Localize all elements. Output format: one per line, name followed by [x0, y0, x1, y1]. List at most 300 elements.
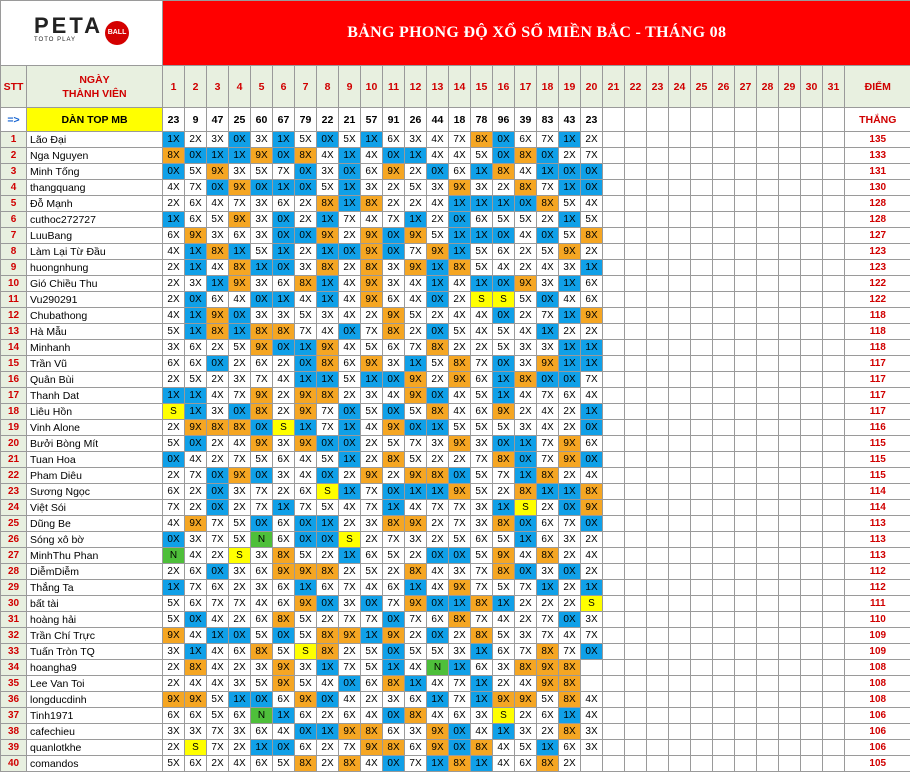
day-result [647, 628, 669, 644]
day-result: S [185, 740, 207, 756]
row-stt: 10 [1, 276, 27, 292]
day-result [691, 612, 713, 628]
day-result: 5X [295, 676, 317, 692]
day-result [647, 132, 669, 148]
header-day: 2 [185, 66, 207, 108]
day-result: 8X [339, 756, 361, 772]
day-result [713, 212, 735, 228]
day-result [713, 356, 735, 372]
member-name: Trần Chí Trực [27, 628, 163, 644]
day-result: 9X [559, 452, 581, 468]
row-stt: 28 [1, 564, 27, 580]
top-mb-row [1, 108, 910, 132]
header-day: 22 [625, 66, 647, 108]
header-stt: STT [1, 66, 27, 108]
day-result: N [251, 708, 273, 724]
day-result: 8X [185, 660, 207, 676]
header-diem: ĐIỂM [845, 66, 910, 108]
day-result [713, 580, 735, 596]
day-result: 2X [207, 452, 229, 468]
day-result: 5X [361, 404, 383, 420]
day-result: 8X [537, 468, 559, 484]
day-result: 6X [185, 596, 207, 612]
day-result [647, 660, 669, 676]
day-result: 0X [515, 452, 537, 468]
day-result: 7X [383, 596, 405, 612]
day-result [691, 292, 713, 308]
day-result [713, 596, 735, 612]
day-result: 5X [339, 132, 361, 148]
day-result: 5X [229, 516, 251, 532]
day-result: 5X [405, 404, 427, 420]
member-points: 118 [845, 308, 910, 324]
day-result: 0X [163, 452, 185, 468]
day-result: 0X [493, 148, 515, 164]
day-result: 9X [559, 436, 581, 452]
member-name: Lee Van Toi [27, 676, 163, 692]
day-result [691, 676, 713, 692]
day-result [823, 484, 845, 500]
day-result: 4X [449, 404, 471, 420]
day-result: 0X [383, 756, 405, 772]
day-result: 1X [493, 500, 515, 516]
day-result [757, 548, 779, 564]
member-points: 114 [845, 500, 910, 516]
day-result [603, 356, 625, 372]
day-result: 7X [471, 580, 493, 596]
day-result: 8X [471, 740, 493, 756]
day-result [823, 500, 845, 516]
day-result [669, 356, 691, 372]
logo-text: PETA [33, 13, 104, 38]
day-result [779, 740, 801, 756]
day-result [757, 324, 779, 340]
member-points: 106 [845, 708, 910, 724]
day-result: 5X [471, 148, 493, 164]
day-result: 4X [493, 756, 515, 772]
day-result: 2X [317, 708, 339, 724]
day-result: 1X [537, 740, 559, 756]
day-result: 9X [449, 372, 471, 388]
day-result: 4X [207, 612, 229, 628]
day-result: 4X [207, 388, 229, 404]
day-result: 6X [251, 724, 273, 740]
day-result [801, 308, 823, 324]
day-result: 2X [361, 452, 383, 468]
day-result: 8X [537, 548, 559, 564]
day-result: 5X [339, 372, 361, 388]
day-result: 9X [493, 692, 515, 708]
day-result [779, 228, 801, 244]
day-result: 1X [471, 228, 493, 244]
day-result: 7X [383, 532, 405, 548]
day-result: 4X [207, 644, 229, 660]
day-result: 1X [471, 692, 493, 708]
day-result: 6X [207, 580, 229, 596]
day-result [801, 324, 823, 340]
member-name: Minhanh [27, 340, 163, 356]
day-result: 9X [317, 340, 339, 356]
day-result [757, 436, 779, 452]
header-day: 4 [229, 66, 251, 108]
day-result: 6X [207, 292, 229, 308]
day-result: 9X [295, 388, 317, 404]
day-result [669, 628, 691, 644]
member-points: 131 [845, 164, 910, 180]
member-name: Bưởi Bòng Mít [27, 436, 163, 452]
day-result: 9X [405, 372, 427, 388]
day-result: 1X [427, 420, 449, 436]
day-result: 1X [493, 388, 515, 404]
day-result [757, 308, 779, 324]
row-stt: 21 [1, 452, 27, 468]
day-result: 2X [163, 420, 185, 436]
day-result: 2X [317, 756, 339, 772]
day-result: 0X [383, 644, 405, 660]
row-stt: 29 [1, 580, 27, 596]
header-day: 26 [713, 66, 735, 108]
row-stt: 1 [1, 132, 27, 148]
day-result: 1X [361, 628, 383, 644]
day-result: 7X [405, 436, 427, 452]
day-result [713, 564, 735, 580]
day-result [757, 356, 779, 372]
member-points: 115 [845, 436, 910, 452]
day-result [625, 708, 647, 724]
day-result [757, 292, 779, 308]
day-result [625, 548, 647, 564]
day-result [691, 196, 713, 212]
day-result [713, 756, 735, 772]
day-result: 2X [515, 308, 537, 324]
day-result: 4X [581, 708, 603, 724]
day-result [823, 420, 845, 436]
row-stt: 32 [1, 628, 27, 644]
day-result: 7X [273, 164, 295, 180]
day-result [713, 468, 735, 484]
day-result: 8X [581, 228, 603, 244]
day-result: 1X [515, 436, 537, 452]
day-result [757, 612, 779, 628]
day-result [691, 372, 713, 388]
day-result: 1X [295, 372, 317, 388]
day-result: 6X [295, 708, 317, 724]
day-result: 0X [405, 420, 427, 436]
day-result: 0X [229, 308, 251, 324]
day-result: 4X [427, 676, 449, 692]
day-result [603, 276, 625, 292]
day-result [735, 740, 757, 756]
day-result: 4X [405, 500, 427, 516]
day-result: 3X [229, 676, 251, 692]
day-result: 3X [229, 484, 251, 500]
day-result: 1X [361, 132, 383, 148]
day-result [691, 164, 713, 180]
member-row [1, 740, 910, 756]
day-result: 9X [383, 164, 405, 180]
member-row [1, 164, 910, 180]
day-result: 0X [273, 148, 295, 164]
member-name: Tinh1971 [27, 708, 163, 724]
day-result: 9X [383, 420, 405, 436]
day-result: 3X [207, 228, 229, 244]
day-result: 7X [405, 244, 427, 260]
member-points: 117 [845, 372, 910, 388]
day-result: 2X [185, 484, 207, 500]
day-result: 6X [449, 164, 471, 180]
day-result [735, 308, 757, 324]
day-result: 1X [581, 340, 603, 356]
day-result: 0X [427, 324, 449, 340]
top-mb-value: 83 [537, 108, 559, 132]
day-result [647, 500, 669, 516]
member-name: hoangha9 [27, 660, 163, 676]
day-result [823, 644, 845, 660]
day-result: 9X [185, 420, 207, 436]
day-result: 6X [163, 708, 185, 724]
day-result: 1X [317, 276, 339, 292]
header-thanh-vien: THÀNH VIÊN [62, 87, 127, 100]
member-points: 110 [845, 612, 910, 628]
day-result [757, 340, 779, 356]
day-result: 8X [515, 180, 537, 196]
day-result: 5X [493, 532, 515, 548]
day-result: 6X [427, 612, 449, 628]
day-result [779, 388, 801, 404]
header-day: 27 [735, 66, 757, 108]
day-result: S [295, 644, 317, 660]
day-result [757, 564, 779, 580]
day-result [647, 436, 669, 452]
day-result: 8X [295, 756, 317, 772]
day-result: 2X [515, 260, 537, 276]
day-result: 6X [559, 388, 581, 404]
day-result [735, 228, 757, 244]
day-result: 0X [339, 676, 361, 692]
day-result [691, 324, 713, 340]
day-result: 2X [317, 740, 339, 756]
day-result: 2X [229, 356, 251, 372]
day-result [647, 724, 669, 740]
day-result [823, 660, 845, 676]
member-points: 111 [845, 596, 910, 612]
member-row [1, 692, 910, 708]
day-result: 3X [251, 548, 273, 564]
day-result [603, 484, 625, 500]
day-result [779, 532, 801, 548]
day-result: 4X [449, 388, 471, 404]
day-result: 7X [207, 724, 229, 740]
day-result [603, 580, 625, 596]
day-result: 1X [207, 148, 229, 164]
day-result: 3X [515, 340, 537, 356]
day-result: 3X [427, 436, 449, 452]
day-result [823, 612, 845, 628]
day-result: 4X [537, 260, 559, 276]
day-result [647, 548, 669, 564]
day-result: 3X [185, 724, 207, 740]
day-result [779, 148, 801, 164]
day-result: 6X [185, 756, 207, 772]
day-result: S [581, 596, 603, 612]
day-result [669, 452, 691, 468]
day-result: 5X [493, 324, 515, 340]
day-result: 8X [207, 420, 229, 436]
day-result: 3X [273, 308, 295, 324]
day-result [823, 244, 845, 260]
day-result: 4X [229, 292, 251, 308]
top-mb-value [691, 108, 713, 132]
day-result [625, 228, 647, 244]
day-result: 8X [449, 756, 471, 772]
day-result [779, 708, 801, 724]
day-result [647, 740, 669, 756]
day-result: 6X [273, 596, 295, 612]
header-day: 23 [647, 66, 669, 108]
day-result: 4X [207, 260, 229, 276]
day-result: 4X [427, 580, 449, 596]
day-result: 6X [471, 660, 493, 676]
day-result [713, 708, 735, 724]
day-result [647, 260, 669, 276]
day-result: 4X [493, 740, 515, 756]
day-result: 2X [559, 404, 581, 420]
day-result: 0X [229, 132, 251, 148]
day-result: 4X [537, 420, 559, 436]
day-result [801, 516, 823, 532]
header-day: 20 [581, 66, 603, 108]
day-result: 0X [251, 516, 273, 532]
day-result [625, 676, 647, 692]
day-result [779, 468, 801, 484]
member-points: 108 [845, 660, 910, 676]
day-result: 9X [361, 356, 383, 372]
day-result [801, 532, 823, 548]
day-result [779, 324, 801, 340]
day-result: 5X [581, 212, 603, 228]
day-result: 4X [515, 164, 537, 180]
day-result: 5X [449, 420, 471, 436]
member-row [1, 308, 910, 324]
top-mb-value: 18 [449, 108, 471, 132]
member-name: Thanh Dat [27, 388, 163, 404]
day-result: 6X [251, 356, 273, 372]
day-result: 1X [471, 164, 493, 180]
day-result: 7X [251, 372, 273, 388]
top-mb-value [603, 108, 625, 132]
day-result: 2X [493, 676, 515, 692]
day-result: 8X [449, 612, 471, 628]
day-result: 3X [405, 132, 427, 148]
day-result [801, 292, 823, 308]
day-result [801, 436, 823, 452]
day-result: 2X [361, 308, 383, 324]
member-name: quanlotkhe [27, 740, 163, 756]
day-result: 2X [361, 692, 383, 708]
day-result: 4X [207, 660, 229, 676]
day-result [603, 500, 625, 516]
day-result [647, 644, 669, 660]
day-result: 0X [317, 692, 339, 708]
day-result [625, 644, 647, 660]
member-name: Minh Tống [27, 164, 163, 180]
day-result: 1X [449, 244, 471, 260]
day-result: 0X [383, 612, 405, 628]
day-result [779, 404, 801, 420]
day-result [801, 276, 823, 292]
day-result: 2X [295, 212, 317, 228]
day-result: 1X [449, 596, 471, 612]
day-result: 6X [581, 276, 603, 292]
day-result [603, 308, 625, 324]
day-result [801, 212, 823, 228]
day-result [669, 724, 691, 740]
day-result [647, 484, 669, 500]
day-result [823, 548, 845, 564]
day-result: 4X [361, 148, 383, 164]
day-result: 7X [339, 612, 361, 628]
member-row [1, 500, 910, 516]
top-mb-value: 26 [405, 108, 427, 132]
dan-top-mb-label: DÀN TOP MB [27, 108, 163, 132]
day-result: 1X [163, 580, 185, 596]
member-points: 133 [845, 148, 910, 164]
day-result: 2X [493, 484, 515, 500]
day-result: N [163, 548, 185, 564]
day-result: 1X [493, 724, 515, 740]
header-day: 10 [361, 66, 383, 108]
day-result [735, 724, 757, 740]
day-result: 6X [273, 516, 295, 532]
day-result [757, 164, 779, 180]
day-result [735, 484, 757, 500]
day-result [625, 196, 647, 212]
member-points: 113 [845, 548, 910, 564]
day-result: 7X [229, 388, 251, 404]
day-result [757, 516, 779, 532]
day-result: 5X [427, 228, 449, 244]
day-result [713, 324, 735, 340]
day-result: 9X [295, 596, 317, 612]
day-result: 2X [559, 148, 581, 164]
day-result: 4X [295, 468, 317, 484]
day-result [735, 244, 757, 260]
day-result: 8X [317, 644, 339, 660]
member-name: Quân Bùi [27, 372, 163, 388]
day-result [779, 628, 801, 644]
header-day: 7 [295, 66, 317, 108]
member-row [1, 276, 910, 292]
day-result [823, 436, 845, 452]
day-result [757, 708, 779, 724]
day-result [779, 580, 801, 596]
day-result [735, 196, 757, 212]
day-result: 2X [537, 212, 559, 228]
day-result: 9X [405, 388, 427, 404]
day-result: 2X [163, 660, 185, 676]
day-result: 4X [493, 612, 515, 628]
day-result: 1X [515, 468, 537, 484]
day-result: 0X [427, 628, 449, 644]
day-result: 4X [515, 228, 537, 244]
day-result [757, 644, 779, 660]
day-result: 1X [317, 516, 339, 532]
day-result: 2X [229, 740, 251, 756]
day-result [779, 212, 801, 228]
day-result: 0X [185, 292, 207, 308]
day-result [757, 596, 779, 612]
day-result: 7X [559, 644, 581, 660]
